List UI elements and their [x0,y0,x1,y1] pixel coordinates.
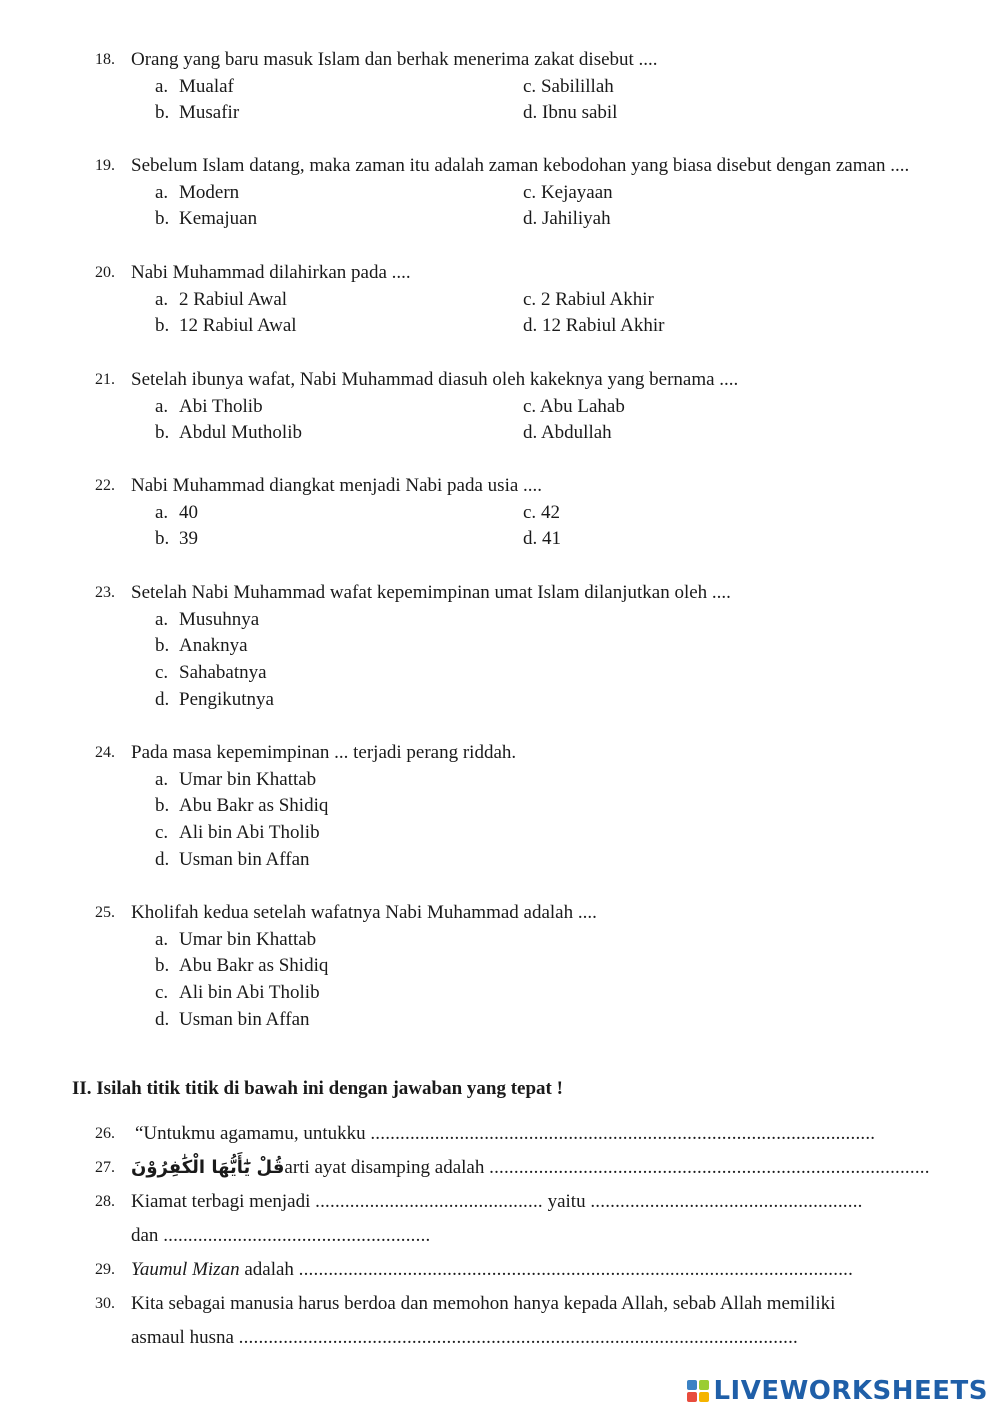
brand-text: LIVEWORKSHEETS [713,1376,988,1406]
question-22 [95,473,975,553]
question-text: Setelah ibunya wafat, Nabi Muhammad diasuh oleh kakeknya yang bernama .... [131,369,739,390]
question-26 [95,1117,905,1151]
option-c[interactable]: c. Sabilillah [523,75,614,97]
question-number: 29. [95,1261,115,1278]
answer-blank-2[interactable]: ....................................................... [590,1191,863,1212]
answer-blank[interactable]: ......................................................................................... [489,1157,930,1178]
option-d[interactable]: d. Jahiliyah [523,208,611,230]
question-19 [95,153,975,233]
question-text: Kita sebagai manusia harus berdoa dan memohon hanya kepada Allah, sebab Allah memiliki [131,1293,836,1314]
question-number: 25. [95,904,115,921]
question-24 [95,740,975,873]
option-b[interactable]: b. Musafir [155,102,240,124]
answer-blank[interactable]: ...................................................................................................... [370,1123,876,1144]
option-a[interactable]: a. Umar bin Khattab [155,768,317,790]
answer-blank-1[interactable]: .............................................. [315,1191,543,1212]
option-d[interactable]: d. Usman bin Affan [155,848,310,870]
question-25 [95,900,975,1033]
liveworksheets-logo-icon [687,1380,709,1402]
option-a[interactable]: a. Mualaf [155,75,234,97]
option-c[interactable]: c. 42 [523,501,560,523]
question-21 [95,367,975,447]
liveworksheets-brand [687,1376,988,1406]
option-b[interactable]: b. Abu Bakr as Shidiq [155,955,329,977]
question-text: dan [131,1225,159,1246]
option-c[interactable]: c. Ali bin Abi Tholib [155,982,320,1004]
option-b[interactable]: b. 39 [155,528,198,550]
question-text: asmaul husna [131,1327,234,1348]
question-number: 27. [95,1159,115,1176]
question-text: Nabi Muhammad dilahirkan pada .... [131,262,411,283]
question-number: 20. [95,264,115,281]
question-text: “Untukmu agamamu, untukku [135,1123,366,1144]
question-18 [95,47,975,127]
question-29 [95,1253,905,1287]
question-number: 24. [95,744,115,761]
option-d[interactable]: d. Usman bin Affan [155,1008,310,1030]
question-number: 26. [95,1125,115,1142]
option-a[interactable]: a. Abi Tholib [155,395,263,417]
question-20 [95,260,975,340]
question-text-mid: yaitu [547,1191,586,1212]
section-heading: II. Isilah titik titik di bawah ini dengan jawaban yang tepat ! [72,1078,563,1099]
question-number: 30. [95,1295,115,1312]
option-c[interactable]: c. Abu Lahab [523,395,625,417]
option-b[interactable]: b. Anaknya [155,635,248,657]
question-28-cont [95,1219,905,1253]
option-d[interactable]: d. Abdullah [523,422,612,444]
question-text: Kiamat terbagi menjadi [131,1191,311,1212]
option-b[interactable]: b. Kemajuan [155,208,258,230]
answer-blank[interactable]: ................................................................................................................. [238,1327,799,1348]
question-number: 22. [95,477,115,494]
question-text: Setelah Nabi Muhammad wafat kepemimpinan umat Islam dilanjutkan oleh .... [131,582,731,603]
question-27 [95,1151,930,1185]
question-number: 18. [95,51,115,68]
question-text: adalah [244,1259,294,1280]
question-text: Kholifah kedua setelah wafatnya Nabi Muhammad adalah .... [131,902,597,923]
question-23 [95,580,975,713]
question-number: 21. [95,371,115,388]
term-italic: Yaumul Mizan [131,1259,240,1280]
question-30 [95,1287,905,1321]
option-d[interactable]: d. Ibnu sabil [523,102,618,124]
option-d[interactable]: d. 41 [523,528,561,550]
option-a[interactable]: a. Modern [155,181,240,203]
question-text: Nabi Muhammad diangkat menjadi Nabi pada usia .... [131,475,543,496]
option-d[interactable]: d. 12 Rabiul Akhir [523,315,665,337]
option-c[interactable]: c. Ali bin Abi Tholib [155,822,320,844]
question-28 [95,1185,905,1219]
option-c[interactable]: c. 2 Rabiul Akhir [523,288,654,310]
question-number: 28. [95,1193,115,1210]
question-text: arti ayat disamping adalah [284,1157,485,1178]
question-text: Pada masa kepemimpinan ... terjadi perang riddah. [131,742,517,763]
option-a[interactable]: a. 40 [155,501,198,523]
answer-blank-3[interactable]: ...................................................... [163,1225,431,1246]
question-text: Sebelum Islam datang, maka zaman itu adalah zaman kebodohan yang biasa disebut dengan zaman .... [131,155,910,176]
question-30-cont [95,1321,905,1355]
option-c[interactable]: c. Sahabatnya [155,662,267,684]
option-d[interactable]: d. Pengikutnya [155,688,274,710]
fill-in-section [95,1117,930,1355]
option-a[interactable]: a. Musuhnya [155,608,260,630]
option-b[interactable]: b. 12 Rabiul Awal [155,315,297,337]
arabic-verse: قُلْ يَٰٓأَيُّهَا الْكَٰفِرُوْنَ [131,1157,285,1178]
question-text: Orang yang baru masuk Islam dan berhak menerima zakat disebut .... [131,49,658,70]
answer-blank[interactable]: ................................................................................................................ [298,1259,854,1280]
option-c[interactable]: c. Kejayaan [523,181,613,203]
question-number: 19. [95,157,115,174]
option-a[interactable]: a. 2 Rabiul Awal [155,288,288,310]
option-b[interactable]: b. Abu Bakr as Shidiq [155,795,329,817]
option-a[interactable]: a. Umar bin Khattab [155,928,317,950]
question-number: 23. [95,584,115,601]
option-b[interactable]: b. Abdul Mutholib [155,422,302,444]
